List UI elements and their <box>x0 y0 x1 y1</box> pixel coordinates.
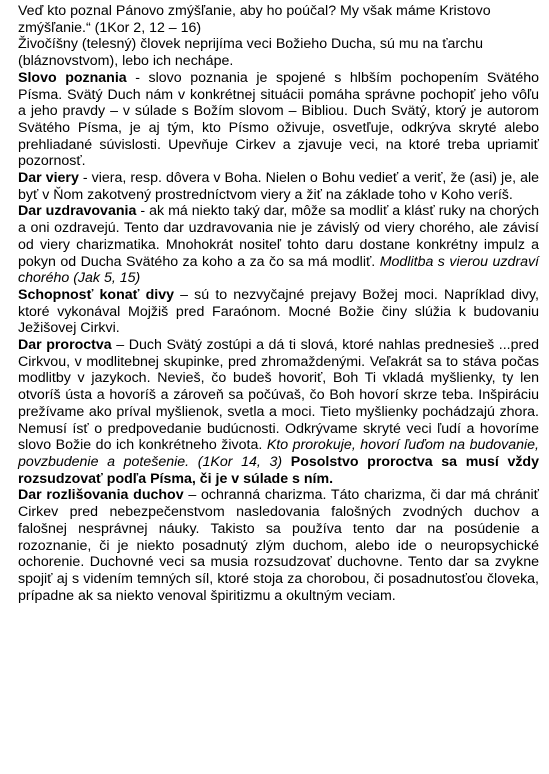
intro-natural-man: Živočíšny (telesný) človek neprijíma veci Božieho Ducha, sú mu na ťarchu (bláznovstvom), lebo ich nechápe. <box>18 36 484 70</box>
intro-quote: Veď kto poznal Pánovo zmýšľanie, aby ho poúčal? My však máme Kristovo zmýšľanie.“ (1Kor 2, 12 – 16) <box>18 3 491 36</box>
gift-title: Dar proroctva <box>18 337 112 354</box>
gift-text: - ak má niekto taký dar, môže sa modliť a klásť ruky na chorých a oni ozdravejú. Tento dar uzdravovania nie je závislý od viery chorého, ale závisí od viery charizmatika. Mnohokrát nositeľ tohto daru dostane konkrétny impulz a pokyn od Ducha Svätého za koho a za čo sa má modliť. <box>18 203 539 270</box>
gift-miracles <box>18 287 539 337</box>
gift-emphasis: Posolstvo proroctva sa musí vždy rozsudzovať podľa Písma, či je v súlade s ním. <box>18 453 539 487</box>
gift-text: - slovo poznania je spojené s hlbším pochopením Svätého Písma. Svätý Duch nám v konkrétnej situácii pomáha správne pochopiť jeho vôľu a jeho pravdy – v súlade s Božím slovom – Bibliou. Duch Svätý, ktorý je autorom Svätého Písma, je aj tým, kto Písmo oživuje, osvetľuje, odkrýva skryté alebo prehliadané súvislosti. Upevňuje Cirkev a zjavuje veci, na ktoré treba upriamiť pozornosť. <box>18 69 539 170</box>
gift-prophecy <box>18 337 539 487</box>
gift-word-of-knowledge <box>18 70 539 170</box>
gift-scripture-reference: Kto prorokuje, hovorí ľuďom na budovanie, povzbudenie a potešenie. (1Kor 14, 3) <box>18 437 539 470</box>
gift-scripture-reference: Modlitba s vierou uzdraví chorého (Jak 5, 15) <box>18 253 539 287</box>
gift-title: Dar uzdravovania <box>18 203 137 220</box>
gift-healing <box>18 203 539 287</box>
gift-text: – sú to nezvyčajné prejavy Božej moci. Napríklad divy, ktoré vykonával Mojžiš pred Faraónom. Mocné Božie činy slúžia k budovaniu Ježišovej Cirkvi. <box>18 286 539 337</box>
gift-faith <box>18 170 539 203</box>
gift-title: Dar viery <box>18 170 79 187</box>
gift-title: Schopnosť konať divy <box>18 286 174 303</box>
gift-text: - viera, resp. dôvera v Boha. Nielen o Bohu vedieť a veriť, že (asi) je, ale byť v Ňom zakotvený prostredníctvom viery a žiť na základe toho v Koho veríš. <box>18 170 540 203</box>
gift-title: Dar rozlišovania duchov <box>18 487 184 504</box>
gift-text: – ochranná charizma. Táto charizma, či dar má chrániť Cirkev pred nebezpečenstvom nasledovania falošných zvodných duchov a falošnej nesprávnej náuky. Takisto sa používa tento dar na posúdenie a rozoznanie, či je niekto posadnutý zlým duchom, alebo ide o neuropsychické ochorenie. Duchovné veci sa musia rozsudzovať duchovne. Tento dar sa zvykne spojiť aj s videním temných síl, ktoré stoja za chorobou, či posadnutosťou človeka, prípadne ak sa niekto venoval špiritizmu a okultným veciam. <box>18 487 539 604</box>
gift-discernment <box>18 487 539 604</box>
gift-title: Slovo poznania <box>18 69 127 86</box>
gift-text: – Duch Svätý zostúpi a dá ti slová, ktoré nahlas prednesieš ...pred Cirkvou, v modlitebnej skupinke, pred zhromaždenými. Veľakrát sa to stáva počas modlitby v jazykoch. Nevieš, čo budeš hovoriť, Boh Ti vkladá myšlienky, ty len otvoríš ústa a hovoríš a zároveň sa počúvaš, čo Boh hovorí skrze teba. Inšpiráciu prežívame ako príval myšlienok, svetla a moci. Tieto myšlienky pochádzajú zhora. Nemusí ísť o predpovedanie budúcnosti. Odkrývame skryté veci ľudí a hovoríme slovo Božie do ich konkrétneho života. <box>18 337 539 454</box>
